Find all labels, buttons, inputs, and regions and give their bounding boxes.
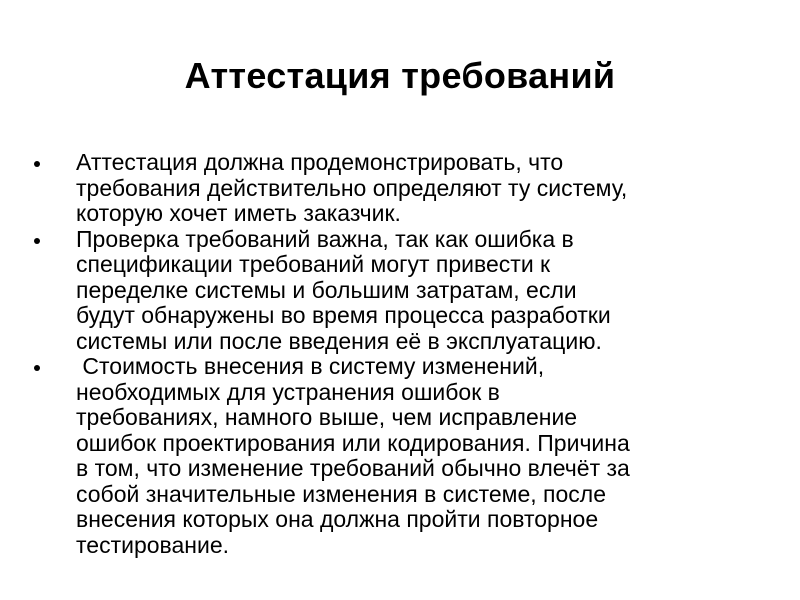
- bullet-line: в том, что изменение требований обычно влечёт за: [76, 455, 630, 481]
- bullet-line: требованиях, намного выше, чем исправление: [76, 404, 578, 430]
- bullet-item: [34, 227, 744, 355]
- bullet-line: будут обнаружены во время процесса разработки: [76, 302, 611, 328]
- bullet-item: [34, 354, 744, 558]
- bullet-line: переделке системы и большим затратам, если: [76, 276, 577, 303]
- slide-title: Аттестация требований: [184, 55, 616, 96]
- bullet-line: спецификации требований могут привести к: [76, 251, 551, 277]
- bullet-icon: [34, 365, 40, 371]
- bullet-item: [34, 150, 744, 227]
- bullet-line: Аттестация должна продемонстрировать, что: [76, 149, 564, 175]
- bullet-icon: [34, 238, 40, 244]
- bullet-list: [34, 150, 744, 558]
- bullet-icon: [34, 161, 40, 167]
- bullet-line: необходимых для устранения ошибок в: [76, 378, 500, 405]
- bullet-line: Проверка требований важна, так как ошибка в: [76, 225, 574, 252]
- bullet-line: собой значительные изменения в системе, после: [76, 480, 606, 507]
- bullet-line: ошибок проектирования или кодирования. Причина: [76, 429, 630, 456]
- bullet-line: требования действительно определяют ту систему,: [76, 174, 628, 201]
- bullet-line: тестирование.: [76, 531, 230, 558]
- bullet-line: Стоимость внесения в систему изменений,: [76, 353, 545, 379]
- bullet-line: которую хочет иметь заказчик.: [76, 200, 401, 226]
- bullet-line: внесения которых она должна пройти повторное: [76, 506, 599, 532]
- bullet-line: системы или после введения её в эксплуатацию.: [76, 327, 602, 354]
